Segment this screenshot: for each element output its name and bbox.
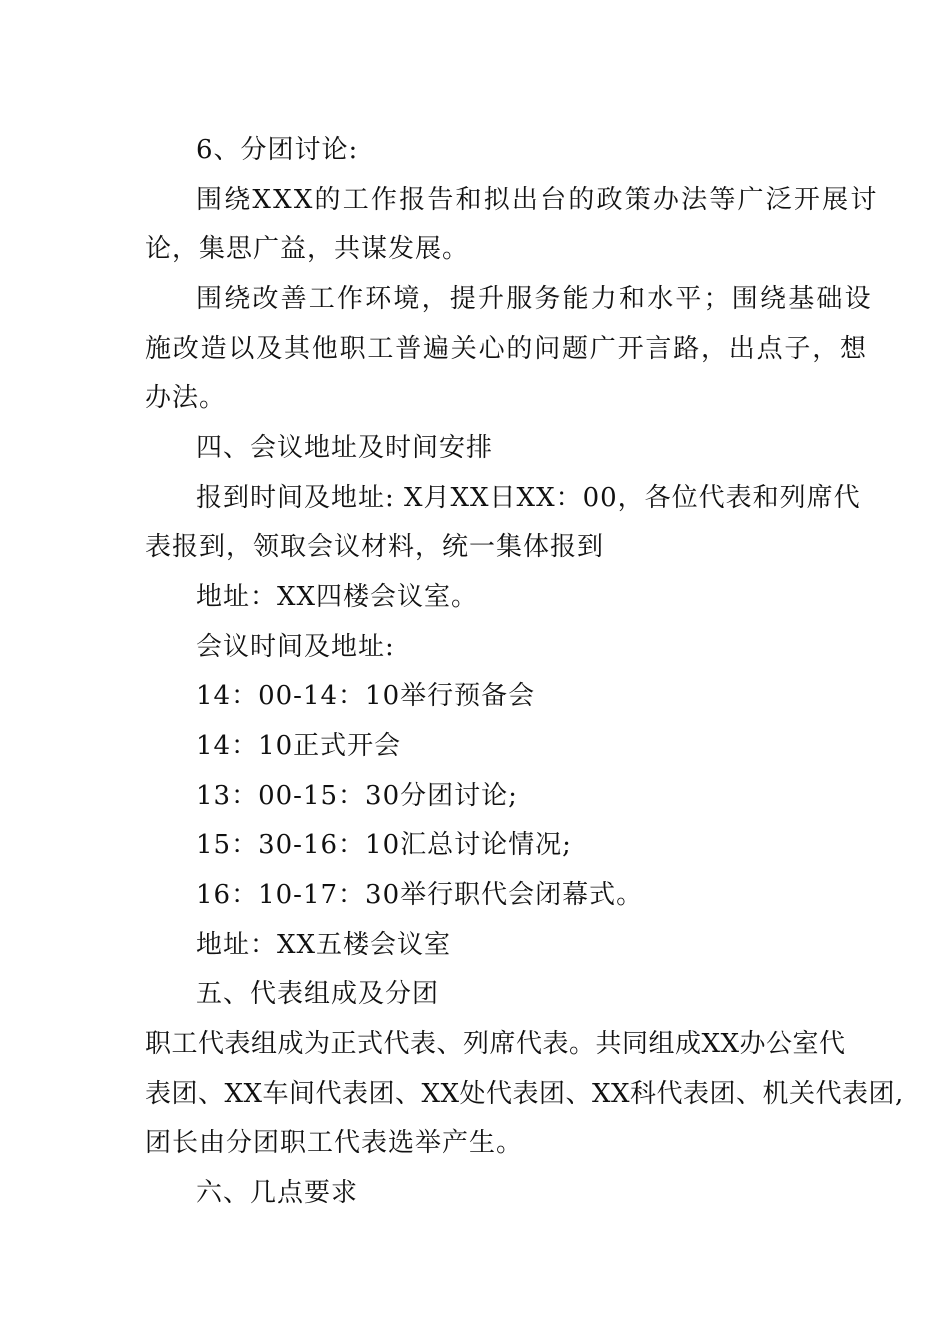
paragraph-line: 论，集思广益，共谋发展。 bbox=[145, 234, 470, 264]
schedule-item: 14：10正式开会 bbox=[196, 731, 402, 761]
section-5-heading: 五、代表组成及分团 bbox=[196, 979, 440, 1009]
paragraph-line: 表报到，领取会议材料，统一集体报到 bbox=[145, 532, 605, 562]
schedule-item: 16：10-17：30举行职代会闭幕式。 bbox=[196, 880, 644, 910]
paragraph-line: 施改造以及其他职工普遍关心的问题广开言路，出点子，想 bbox=[145, 334, 868, 364]
paragraph-line: 会议时间及地址: bbox=[196, 632, 395, 662]
paragraph-line: 围绕XXX的工作报告和拟出台的政策办法等广泛开展讨 bbox=[196, 185, 879, 215]
schedule-item: 15：30-16：10汇总讨论情况; bbox=[196, 830, 572, 860]
section-6-heading: 六、几点要求 bbox=[196, 1178, 359, 1208]
paragraph-line: 报到时间及地址: X月XX日XX：00，各位代表和列席代 bbox=[196, 483, 861, 513]
paragraph-line: 办法。 bbox=[145, 383, 227, 413]
paragraph-line: 地址：XX五楼会议室 bbox=[196, 930, 452, 960]
section-4-heading: 四、会议地址及时间安排 bbox=[196, 433, 494, 463]
paragraph-line: 表团、XX车间代表团、XX处代表团、XX科代表团、机关代表团, bbox=[145, 1079, 904, 1109]
paragraph-line: 地址：XX四楼会议室。 bbox=[196, 582, 479, 612]
schedule-item: 14：00-14：10举行预备会 bbox=[196, 681, 536, 711]
item-6-heading: 6、分团讨论: bbox=[196, 135, 359, 165]
paragraph-line: 职工代表组成为正式代表、列席代表。共同组成XX办公室代 bbox=[145, 1029, 846, 1059]
paragraph-line: 围绕改善工作环境，提升服务能力和水平；围绕基础设 bbox=[196, 284, 873, 314]
schedule-item: 13：00-15：30分团讨论; bbox=[196, 781, 518, 811]
paragraph-line: 团长由分团职工代表选举产生。 bbox=[145, 1128, 524, 1158]
